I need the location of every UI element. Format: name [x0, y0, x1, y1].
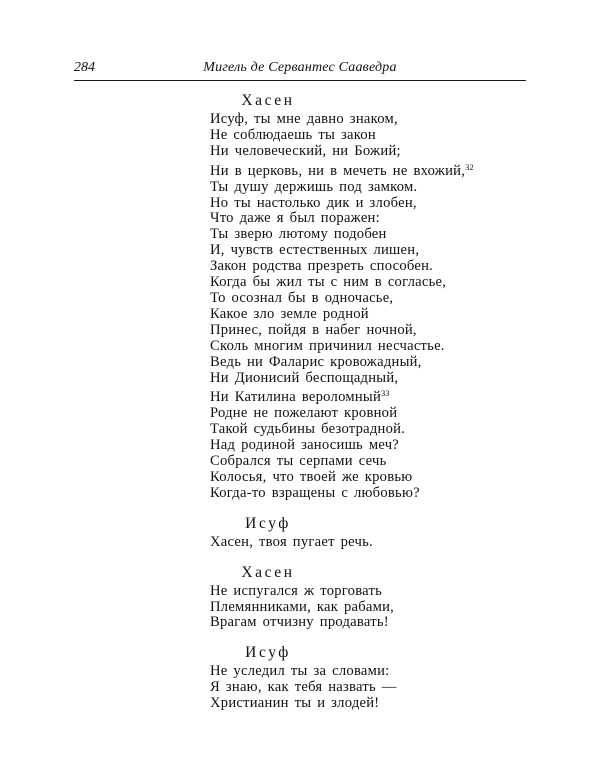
speaker-name: Хасен — [241, 563, 295, 581]
block-gap — [210, 551, 530, 562]
verse-line: Когда бы жил ты с ним в согласье, — [210, 274, 447, 291]
page-number: 284 — [74, 60, 95, 75]
stanza — [210, 112, 530, 502]
verse-line: Врагам отчизну продавать! — [210, 614, 389, 631]
verse-line: Ни человеческий, ни Божий; — [210, 142, 401, 159]
block-gap — [210, 502, 530, 513]
poem-content — [210, 90, 530, 712]
verse-line: Ты зверю лютому подобен — [210, 226, 387, 243]
verse-line: Собрался ты серпами сечь — [210, 453, 387, 470]
footnote-marker[interactable]: 32 — [465, 161, 474, 172]
page-header — [74, 58, 526, 81]
verse-line: Но ты настолько дик и злобен, — [210, 194, 417, 211]
verse-line: Не испугался ж торговать — [210, 582, 383, 599]
verse-line: Когда-то взращены с любовью? — [210, 484, 420, 501]
verse-line: Такой судьбины безотрадной. — [210, 421, 406, 438]
verse-line: И, чувств естественных лишен, — [210, 242, 420, 259]
verse-line: Я знаю, как тебя назвать — — [210, 679, 397, 696]
verse-line: Какое зло земле родной — [210, 305, 369, 322]
verse-line: Племянниками, как рабами, — [210, 598, 395, 615]
stanza — [210, 664, 530, 712]
verse-line: Колосья, что твоей же кровью — [210, 468, 413, 485]
stanza — [210, 535, 530, 551]
verse-line: Закон родства презреть способен. — [210, 258, 434, 275]
running-title: Мигель де Сервантес Сааведра — [203, 60, 397, 75]
block-gap — [210, 631, 530, 642]
verse-line: Христианин ты и злодей! — [210, 695, 380, 712]
verse-line: Ни Дионисий беспощадный, — [210, 369, 399, 386]
footnote-marker[interactable]: 33 — [381, 388, 390, 399]
verse-line: Ведь ни Фаларис кровожадный, — [210, 353, 422, 370]
verse-line: Что даже я был поражен: — [210, 210, 380, 227]
verse-line: Исуф, ты мне давно знаком, — [210, 111, 398, 127]
verse-line: Ни Катилина вероломный$^{33}$ — [210, 388, 390, 406]
verse-line: Принес, пойдя в набег ночной, — [210, 321, 417, 338]
verse-line: Хасен, твоя пугает речь. — [210, 533, 373, 550]
verse-line: Над родиной заносишь меч? — [210, 437, 400, 454]
verse-line: Сколь многим причинил несчастье. — [210, 337, 445, 354]
verse-line: Ты душу держишь под замком. — [210, 178, 418, 195]
speaker-name: Исуф — [245, 644, 291, 662]
verse-line: Ни в церковь, ни в мечеть не вхожий,$^{32}$ — [210, 161, 474, 179]
verse-line: Не уследил ты за словами: — [210, 663, 390, 680]
verse-line: Не соблюдаешь ты закон — [210, 126, 376, 143]
speaker-name: Хасен — [241, 92, 295, 109]
verse-line: То осознал бы в одночасье, — [210, 289, 394, 306]
stanza — [210, 584, 530, 632]
verse-line: Родне не пожелают кровной — [210, 405, 398, 422]
speaker-name: Исуф — [245, 514, 291, 532]
